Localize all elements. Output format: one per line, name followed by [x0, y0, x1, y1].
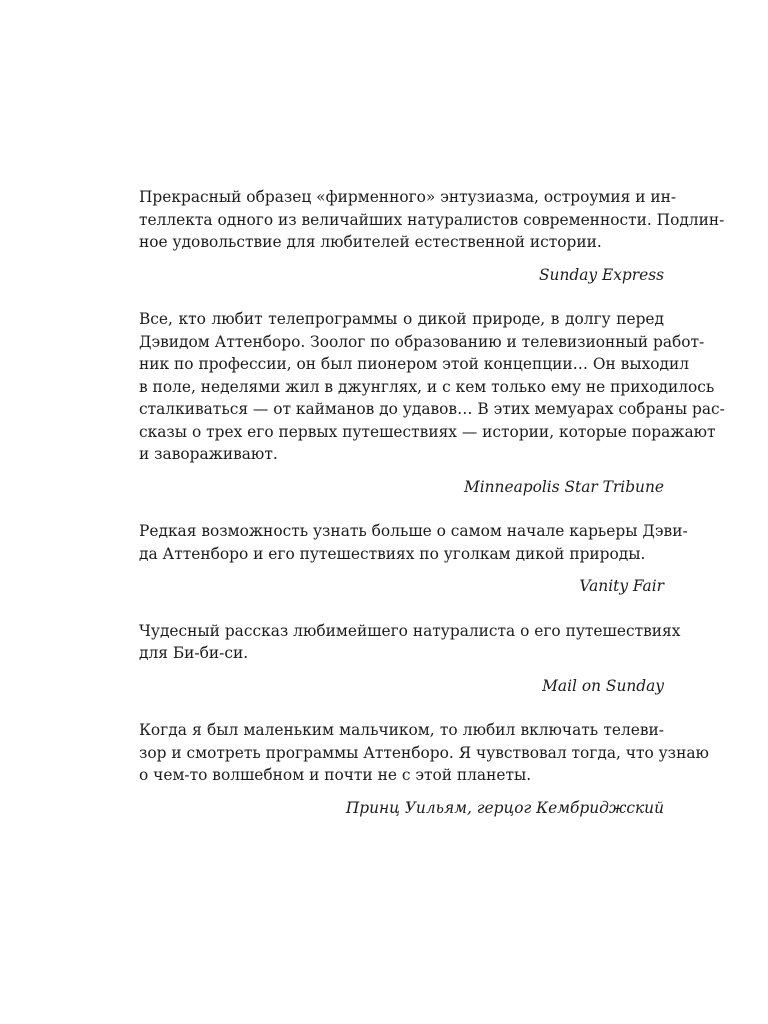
review-source: Mail on Sunday [542, 676, 664, 695]
quote-line: сталкиваться — от кайманов до удавов… В этих мемуарах собраны рас- [139, 400, 725, 418]
review-source: Vanity Fair [579, 577, 664, 595]
quote-line: в поле, неделями жил в джунглях, и с кем только ему не приходилось [139, 377, 715, 396]
review-quote [104, 186, 725, 254]
quote-line: зор и смотреть программы Аттенборо. Я чувствовал тогда, что узнаю [139, 743, 709, 762]
review-minneapolis-star-tribune [104, 308, 725, 498]
quote-line: Дэвидом Аттенборо. Зоолог по образованию и телевизионный работ- [139, 332, 705, 351]
review-vanity-fair [104, 520, 688, 598]
quote-line: Все, кто любит телепрограммы о дикой природе, в долгу перед [139, 310, 664, 328]
review-quote [104, 620, 681, 665]
quote-line: для Би-би-си. [139, 644, 249, 662]
quote-line: ник по профессии, он был пионером этой концепции… Он выходил [139, 355, 690, 373]
review-quote [104, 308, 725, 466]
review-sunday-express [104, 186, 725, 286]
review-mail-on-sunday [104, 620, 681, 698]
quote-line: Когда я был маленьким мальчиком, то любил включать телеви- [139, 721, 664, 739]
quote-line: Чудесный рассказ любимейшего натуралиста о его путешествиях [139, 621, 681, 640]
review-prince-william [104, 719, 709, 819]
quote-line: Редкая возможность узнать больше о самом начале карьеры Дэви- [139, 522, 688, 540]
quote-line: теллекта одного из величайших натуралистов современности. Подлин- [139, 210, 725, 229]
review-source: Принц Уильям, герцог Кембриджский [345, 798, 664, 817]
quote-line: Прекрасный образец «фирменного» энтузиазма, остроумия и ин- [139, 188, 677, 206]
quote-line: о чем-то волшебном и почти не с этой планеты. [139, 766, 532, 784]
quote-line: сказы о трех его первых путешествиях — истории, которые поражают [139, 422, 716, 441]
quote-line: да Аттенборо и его путешествиях по уголкам дикой природы. [139, 544, 646, 563]
review-source: Sunday Express [538, 265, 664, 284]
quote-line: ное удовольствие для любителей естественной истории. [139, 233, 602, 251]
review-quote [104, 719, 709, 787]
review-quote [104, 520, 688, 565]
reviews-block [104, 186, 725, 819]
review-source: Minneapolis Star Tribune [463, 477, 664, 496]
quote-line: и завораживают. [139, 445, 278, 463]
